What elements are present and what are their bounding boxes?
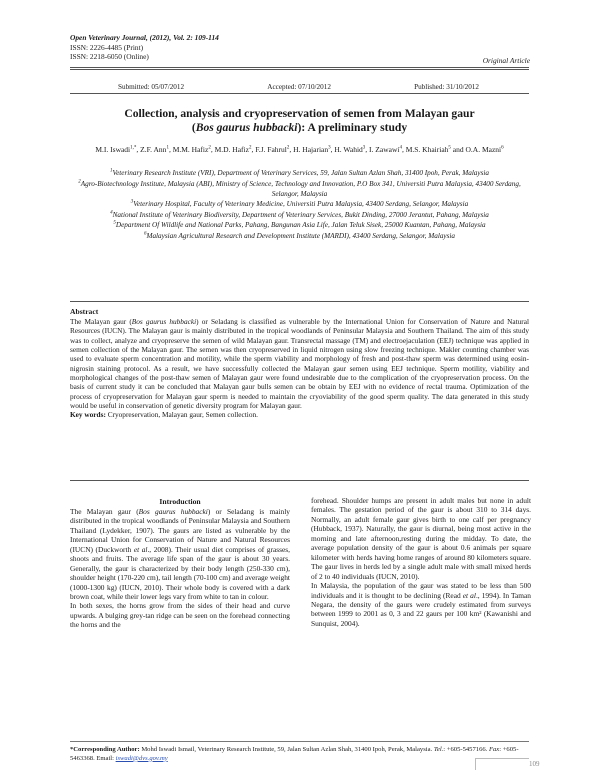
right-column — [311, 496, 531, 628]
intro-heading: Introduction — [159, 497, 201, 506]
author-list: M.I. Iswadi$^{1,*}$, Z.F. Ann$^1$, M.M. Hafiz$^2$, M.D. Hafiz$^2$, F.J. Fahrul$^2$, H. Hajarian$^3$, H. Wahid$^3$, I. Zawawi$^4$, M.S. Khairiah$^5$ and O.A. Mazni$^6$ — [95, 145, 504, 154]
affiliation-item: $^3$Veterinary Hospital, Faculty of Veterinary Medicine, Universiti Putra Malaysia, 43400 Serdang, Selangor, Malaysia — [130, 199, 469, 209]
affiliation-item: $^2$Agro-Biotechnology Institute, Malaysia (ABI), Ministry of Science, Technology and Innovation, P.O Box 341, Universiti Putra Malaysia, 43400 Serdang, Selangor, Malaysia — [78, 179, 521, 198]
submitted-date: Submitted: 05/07/2012 — [118, 83, 185, 91]
author-name: M.D. Hafiz$^2$ — [214, 145, 252, 154]
author-name: Z.F. Ann$^1$ — [140, 145, 169, 154]
accepted-date: Accepted: 07/10/2012 — [267, 83, 331, 91]
affiliation-item: $^5$Department Of Wildlife and National Parks, Pahang, Bangunan Asia Life, Jalan Teluk Sisek, 25000 Kuantan, Pahang, Malaysia — [113, 220, 486, 230]
affiliation-item: $^1$Veterinary Research Institute (VRI), Department of Veterinary Services, 59, Jalan Sultan Azlan Shah, 31400 Ipoh, Perak, Malaysia — [110, 168, 489, 177]
abstract-divider — [70, 301, 529, 302]
page-number: 109 — [529, 760, 540, 768]
intro-paragraph-4: In Malaysia, the population of the gaur was stated to be less than 500 individuals and it is thought to be declining (Read et al., 1994). In Taman Negara, the density of the gaurs were crudely estimated from surveys between 1999 to 2001 as 0, 3 and 22 gaurs per 100 km² (Kawanishi and Sunquist, 2004). — [311, 581, 531, 628]
page-number-box — [475, 758, 529, 770]
intro-paragraph-2: In both sexes, the horns grow from the sides of their head and curve upwards. A bulging grey-tan ridge can be seen on the forehead connecting the horns and the — [70, 601, 290, 630]
journal-header — [70, 33, 219, 62]
author-name: F.J. Fahrul$^2$ — [255, 145, 290, 154]
author-affiliation-mark: 2 — [208, 145, 211, 151]
abstract-section — [70, 307, 529, 420]
author-name: I. Zawawi$^4$ — [369, 145, 402, 154]
keywords-label: Key words: — [70, 410, 106, 420]
keywords-text: Cryopreservation, Malayan gaur, Semen collection. — [105, 410, 258, 420]
author-affiliation-mark: 5 — [448, 145, 451, 151]
affiliation-item: $^6$Malaysian Agricultural Research and Development Institute (MARDI), 43400 Serdang, Selangor, Malaysia — [143, 231, 456, 240]
abstract-end-divider — [70, 480, 529, 481]
author-name: M.S. Khairiah$^5$ — [405, 145, 451, 154]
footnote-label: *Corresponding Author: — [70, 746, 140, 753]
author-name: M.I. Iswadi$^{1,*}$ — [95, 145, 137, 154]
issn-print: ISSN: 2226-4485 (Print) — [70, 42, 144, 52]
abstract-heading: Abstract — [70, 307, 99, 316]
header-divider — [70, 67, 529, 68]
author-affiliation-mark: 1 — [166, 145, 169, 151]
author-name: H. Hajarian$^3$ — [293, 145, 331, 154]
title-line-1: Collection, analysis and cryopreservation of semen from Malayan gaur — [124, 107, 475, 120]
author-affiliation-mark: 2 — [248, 145, 252, 151]
published-date: Published: 31/10/2012 — [414, 83, 479, 91]
intro-paragraph-3: forehead. Shoulder humps are present in adult males but none in adult females. The gestation period of the gaur is about 310 to 314 days. Normally, an adult female gaur gives birth to one calf per pregnancy (Hubback, 1937). Naturally, the gaur is diurnal, being most active in the morning and late afternoon,resting during the midday. To date, the average population density of the gaur is about 0.6 animals per square kilometer with herds having home ranges of around 80 kilometers square. The gaur lives in herds led by a single adult male with small mixed herds of 2 to 40 individuals (IUCN, 2010). — [311, 496, 531, 581]
author-affiliation-mark: 3 — [362, 145, 366, 151]
dates-divider — [70, 93, 529, 94]
author-affiliation-mark: 3 — [328, 145, 331, 151]
left-column — [70, 497, 290, 630]
header-divider-2 — [70, 69, 529, 70]
journal-name: Open Veterinary Journal — [70, 33, 146, 42]
title-line-2: (Bos gaurus hubbacki): A preliminary study — [191, 121, 408, 134]
author-affiliation-mark: 2 — [286, 145, 290, 151]
author-email-link[interactable]: iswadi@dvs.gov.my — [115, 754, 168, 762]
author-affiliation-mark: 1,* — [130, 145, 137, 151]
author-affiliation-mark: 6 — [501, 145, 504, 151]
journal-volume: , (2012), Vol. 2: 109-114 — [145, 33, 219, 42]
author-name: O.A. Mazni$^6$ — [465, 145, 504, 154]
corresponding-author-footnote: *Corresponding Author: Mohd Iswadi Ismail, Veterinary Research Institute, 59, Jalan Sultan Azlan Shah, 31400 Ipoh, Perak, Malaysia. Tel.: +605-5457166. Fax: +605-5463368. Email: iswadi@dvs.gov.my — [70, 746, 519, 762]
keywords — [70, 410, 529, 419]
affiliation-list — [70, 168, 529, 242]
affiliation-item: $^4$National Institute of Veterinary Biodiversity, Department of Veterinary Services, Bukit Dinding, 27000 Jerantut, Pahang, Malaysia — [110, 210, 489, 219]
abstract-text: The Malayan gaur (Bos gaurus hubbacki) or Seladang is classified as vulnerable by the International Union for Conservation of Nature and Natural Resources (IUCN). The Malayan gaur is mainly distributed in the tropical woodlands of Peninsular Malaysia and Southern Thailand. The aim of this study was to collect, analyze and cryopreserve the semen of wild Malayan gaur. Transrectal massage (TM) and electroejaculation (EEJ) technique was applied in semen collection of the Malayan gaur. The semen was then cryopreserved in liquid nitrogen using slow freezing technique. Makler counting chamber was used to evaluate sperm concentration and motility, while the sperm viability and morphology of fresh and post-thaw sperm was determined using eosin-nigrosin staining protocol. As a result, we have successfully collected the Malayan gaur semen using EEJ technique. Sperm motility, viability and morphological changes of the post-thaw semen of Malayan gaur were found undesirable due to the complication of the cryopreservation process. On the basis of current study it can be concluded that Malayan gaur bulls semen can be obtain by EEJ with no evidence of rectal trauma. Optimization of the process of cryopreservation for Malayan gaur sperm is needed to maintain the cryoviability of the good sperm quality. The data generated in this study would be useful in conservation of genetic diversity program for Malayan gaur. — [70, 316, 529, 410]
article-type: Original Article — [482, 56, 530, 65]
footnote-divider — [70, 741, 529, 742]
intro-paragraph-1: The Malayan gaur (Bos gaurus hubbacki) or Seladang is mainly distributed in the tropical woodlands of Peninsular Malaysia and Southern Thailand (Lydekker, 1907). The gaurs are listed as vulnerable by the International Union for Conservation of Nature and Natural Resources (IUCN) (Duckworth et al., 2008). Their usual diet comprises of grasses, shoots and fruits. The average life span of the gaur is about 30 years. Generally, the gaur is characterized by their body length (250-330 cm), shoulder height (170-220 cm), tail length (70-100 cm) and average weight (1000-1300 kg) (IUCN, 2010). Their whole body is covered with a dark brown coat, while their lower legs vary from white to tan in colour. — [70, 506, 291, 602]
dates-row — [70, 83, 529, 91]
paper-title — [70, 107, 529, 135]
author-name: H. Wahid$^3$ — [334, 145, 366, 154]
issn-online: ISSN: 2218-6050 (Online) — [70, 52, 149, 62]
author-name: M.M. Hafiz$^2$ — [172, 145, 211, 154]
author-affiliation-mark: 4 — [399, 145, 402, 151]
title-species: Bos gaurus hubbacki — [195, 121, 298, 134]
